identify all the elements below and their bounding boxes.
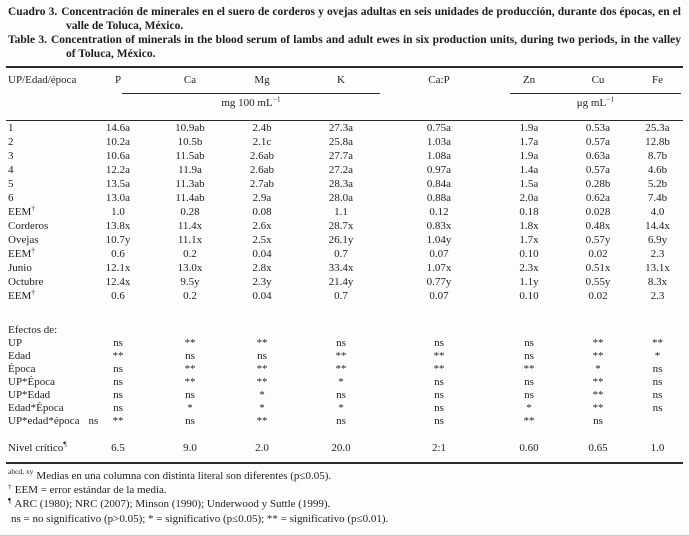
value-cell: 10.7y — [105, 234, 131, 246]
table-row — [6, 135, 683, 149]
value-cell: 1.8x — [519, 220, 539, 232]
table-row — [6, 191, 683, 205]
value-cell: 8.3x — [647, 276, 668, 288]
value-cell: * — [338, 402, 344, 414]
row-label: Edad — [8, 350, 31, 362]
value-cell: 0.04 — [252, 290, 272, 302]
value-cell: ns — [185, 389, 195, 401]
minerals-table — [6, 66, 683, 464]
value-cell: ** — [592, 350, 604, 362]
table-body — [6, 121, 683, 464]
footnote-line: ¶ ARC (1980); NRC (2007); Minson (1990); Underwood y Suttle (1999). — [8, 495, 331, 511]
value-cell: 0.51x — [585, 262, 611, 274]
value-cell: ns — [257, 350, 267, 362]
value-cell: ** — [335, 350, 347, 362]
value-cell: 2.3y — [252, 276, 272, 288]
value-cell: 0.88a — [426, 192, 452, 204]
column-header-ca-p: Ca:P — [384, 67, 494, 121]
value-cell: * — [526, 402, 532, 414]
value-cell: 0.07 — [429, 248, 449, 260]
value-cell: ns — [652, 376, 663, 388]
value-cell: 9.0 — [154, 435, 226, 463]
value-cell: 13.5a — [105, 178, 131, 190]
row-label: Nivel crítico¶ — [6, 435, 82, 463]
value-cell: ** — [256, 376, 268, 388]
value-cell: 1.9a — [519, 122, 539, 134]
table-row — [6, 289, 683, 303]
column-header-ca: Ca — [183, 74, 197, 86]
table-row — [6, 149, 683, 163]
value-cell: 2.7ab — [249, 178, 275, 190]
value-cell: 1.9a — [519, 150, 539, 162]
value-cell: 0.60 — [494, 435, 564, 463]
value-cell: 5.2b — [647, 178, 668, 190]
value-cell: 2.6x — [252, 220, 272, 232]
table-row — [6, 177, 683, 191]
value-cell: ns — [524, 389, 534, 401]
value-cell: 2.4b — [252, 122, 272, 134]
footnote-line: † EEM = error estándar de la media. — [8, 481, 167, 497]
value-cell: 10.9ab — [175, 122, 205, 134]
value-cell: 1.7a — [519, 136, 539, 148]
value-cell: 21.4y — [328, 276, 354, 288]
value-cell: 0.97a — [426, 164, 452, 176]
value-cell: 1.04y — [426, 234, 452, 246]
value-cell: 2.1c — [252, 136, 272, 148]
table-row — [6, 163, 683, 177]
row-label: Edad*Época — [8, 402, 64, 414]
value-cell: ** — [256, 337, 268, 349]
value-cell: 27.7a — [328, 150, 354, 162]
effect-row — [6, 402, 683, 415]
value-cell: 1.7x — [519, 234, 539, 246]
value-cell: * — [259, 402, 265, 414]
value-cell: 20.0 — [298, 435, 384, 463]
value-cell: 28.3a — [328, 178, 354, 190]
value-cell: 0.7 — [334, 290, 348, 302]
value-cell: ns — [185, 415, 195, 427]
value-cell: 27.3a — [328, 122, 354, 134]
value-cell: 0.53a — [585, 122, 611, 134]
value-cell: 0.57a — [585, 136, 611, 148]
effect-row — [6, 415, 683, 428]
value-cell: 0.48x — [585, 220, 611, 232]
value-cell: 10.6a — [105, 150, 131, 162]
spacer-row — [6, 428, 683, 435]
value-cell: 0.2 — [183, 248, 197, 260]
value-cell: 13.0a — [105, 192, 131, 204]
value-cell: 6.5 — [82, 435, 154, 463]
value-cell: ** — [112, 415, 124, 427]
value-cell: 11.3ab — [175, 178, 205, 190]
value-cell: 0.28 — [180, 206, 200, 218]
value-cell: 1.5a — [519, 178, 539, 190]
value-cell: 0.62a — [585, 192, 611, 204]
value-cell: 0.02 — [588, 290, 608, 302]
value-cell: 0.28b — [585, 178, 611, 190]
value-cell: 0.12 — [429, 206, 449, 218]
footnotes — [6, 469, 683, 526]
row-label: 3 — [8, 150, 14, 162]
value-cell: ns — [336, 337, 346, 349]
column-header-fe: Fe — [652, 74, 663, 86]
caption-english-text: Concentration of minerals in the blood serum of lambs and adult ewes in six production units, during two periods, in the valley of Toluca, México. — [50, 34, 681, 60]
value-cell: 1.0 — [632, 435, 683, 463]
value-cell: 25.8a — [328, 136, 354, 148]
value-cell: 2.0a — [519, 192, 539, 204]
spacer-cell — [6, 428, 683, 435]
value-cell: ns — [524, 337, 534, 349]
value-cell: 2.8x — [252, 262, 272, 274]
critical-level-row — [6, 435, 683, 463]
column-header-k: K — [337, 74, 345, 86]
table-caption — [6, 6, 683, 61]
value-cell: 2.9a — [252, 192, 272, 204]
value-cell: ** — [433, 350, 445, 362]
row-label: EEM† — [8, 203, 35, 218]
caption-spanish-label: Cuadro 3. — [8, 6, 58, 18]
effect-row — [6, 350, 683, 363]
value-cell: 12.4x — [105, 276, 131, 288]
value-cell: ** — [652, 337, 663, 349]
value-cell: 0.75a — [426, 122, 452, 134]
value-cell: 0.2 — [183, 290, 197, 302]
value-cell: 14.6a — [105, 122, 131, 134]
effect-row — [6, 389, 683, 402]
value-cell: 0.7 — [334, 248, 348, 260]
value-cell: ns — [113, 389, 123, 401]
effects-title-row — [6, 324, 683, 337]
value-cell: 0.84a — [426, 178, 452, 190]
column-header-cu: Cu — [591, 74, 605, 86]
value-cell: 0.10 — [519, 290, 539, 302]
row-label: Época — [8, 363, 36, 375]
value-cell: * — [654, 350, 661, 362]
row-label: 4 — [8, 164, 14, 176]
effect-row — [6, 363, 683, 376]
value-cell: 0.55y — [585, 276, 611, 288]
value-cell: 7.4b — [647, 192, 668, 204]
row-label: UP*Edad — [8, 389, 51, 401]
value-cell: ns — [524, 376, 534, 388]
table-row — [6, 275, 683, 289]
value-cell: 9.5y — [180, 276, 200, 288]
value-cell: 0.02 — [588, 248, 608, 260]
value-cell: 0.6 — [111, 290, 125, 302]
spacer-row — [6, 303, 683, 324]
value-cell: 10.2a — [105, 136, 131, 148]
value-cell: ** — [592, 376, 604, 388]
value-cell: 33.4x — [328, 262, 354, 274]
value-cell: 12.8b — [645, 136, 670, 148]
value-cell: ns — [652, 389, 663, 401]
value-cell: ns — [113, 402, 123, 414]
value-cell: ** — [523, 415, 535, 427]
value-cell: ns — [593, 415, 603, 427]
row-label: 6 — [8, 192, 14, 204]
value-cell: 11.5ab — [175, 150, 205, 162]
value-cell: 0.57y — [585, 234, 611, 246]
effects-title: Efectos de: — [8, 324, 58, 336]
row-label: Ovejas — [8, 234, 39, 246]
column-header-up-edad-epoca: UP/Edad/época — [6, 67, 82, 121]
value-cell: ns — [336, 415, 346, 427]
value-cell: 2.5x — [252, 234, 272, 246]
value-cell: ** — [184, 363, 196, 375]
effect-row — [6, 337, 683, 350]
value-cell: * — [187, 402, 193, 414]
value-cell: 8.7b — [647, 150, 668, 162]
column-header-zn: Zn — [522, 74, 536, 86]
row-label: EEM† — [8, 287, 35, 302]
value-cell: ns — [652, 363, 663, 375]
value-cell: ** — [112, 350, 124, 362]
value-cell: 0.07 — [429, 290, 449, 302]
caption-english-label: Table 3. — [8, 34, 47, 46]
row-label: UP*Época — [8, 376, 56, 388]
value-cell: 10.5b — [177, 136, 203, 148]
value-cell: ns — [434, 415, 444, 427]
value-cell: ns — [434, 337, 444, 349]
value-cell: 0.77y — [426, 276, 452, 288]
row-label: Corderos — [8, 220, 49, 232]
footnote-line: ns = no significativo (p>0.05); * = significativo (p≤0.05); ** = significativo (p≤0.01). — [11, 512, 389, 525]
effect-row — [6, 376, 683, 389]
column-header-p: P — [114, 74, 122, 86]
value-cell: 28.7x — [328, 220, 354, 232]
row-label: 2 — [8, 136, 14, 148]
spacer-cell — [6, 303, 683, 324]
value-cell — [632, 415, 683, 428]
value-cell: ** — [433, 363, 445, 375]
value-cell: 12.1x — [105, 262, 131, 274]
value-cell: ns — [524, 350, 534, 362]
unit-ug-cell — [494, 93, 683, 121]
unit-mg-per-100ml: mg 100 $mL^{-1}$ — [122, 93, 380, 110]
value-cell: 13.8x — [105, 220, 131, 232]
column-header-mg: Mg — [254, 74, 270, 86]
row-label: 1 — [8, 122, 14, 134]
value-cell: 0.18 — [519, 206, 539, 218]
value-cell: 13.1x — [645, 262, 670, 274]
value-cell: ** — [592, 337, 604, 349]
value-cell: ** — [184, 337, 196, 349]
value-cell: 2.3 — [650, 290, 665, 302]
value-cell: 0.6 — [111, 248, 125, 260]
row-label: Junio — [8, 262, 32, 274]
value-cell: ns — [185, 350, 195, 362]
value-cell: 11.9a — [178, 164, 202, 176]
value-cell: 1.1y — [519, 276, 539, 288]
value-cell: 6.9y — [647, 234, 668, 246]
table-row — [6, 233, 683, 247]
row-label: UP — [8, 337, 23, 349]
value-cell: 13.0x — [177, 262, 203, 274]
value-cell: 1.4a — [519, 164, 539, 176]
value-cell: ** — [592, 402, 604, 414]
value-cell: 28.0a — [328, 192, 354, 204]
table-row — [6, 121, 683, 136]
value-cell: 2:1 — [384, 435, 494, 463]
value-cell: 14.4x — [645, 220, 670, 232]
value-cell: 26.1y — [328, 234, 354, 246]
value-cell: * — [595, 363, 601, 375]
value-cell: ns — [113, 376, 123, 388]
value-cell: 25.3a — [645, 122, 670, 134]
header-row — [6, 67, 683, 93]
row-label: 5 — [8, 178, 14, 190]
value-cell: ns — [434, 376, 444, 388]
value-cell: 1.07x — [426, 262, 452, 274]
value-cell: ns — [434, 402, 444, 414]
value-cell: 1.1 — [334, 206, 348, 218]
value-cell: 4.6b — [647, 164, 668, 176]
row-label: Octubre — [8, 276, 44, 288]
value-cell: 0.83x — [426, 220, 452, 232]
value-cell: 2.0 — [226, 435, 298, 463]
value-cell: 0.028 — [585, 206, 611, 218]
value-cell: ** — [523, 363, 535, 375]
value-cell: 12.2a — [105, 164, 131, 176]
table-row — [6, 219, 683, 233]
caption-spanish — [8, 6, 681, 33]
value-cell: ns — [434, 389, 444, 401]
value-cell: ns — [113, 363, 123, 375]
table-row — [6, 261, 683, 275]
table-header — [6, 67, 683, 121]
table-row — [6, 247, 683, 261]
value-cell: 0.08 — [252, 206, 272, 218]
value-cell: ** — [256, 363, 268, 375]
caption-spanish-text: Concentración de minerales en el suero de corderos y ovejas adultas en seis unidades de producción, durante dos épocas, en el valle de Toluca, México. — [61, 6, 681, 32]
value-cell: 4.0 — [650, 206, 665, 218]
value-cell: ** — [335, 363, 347, 375]
value-cell: 11.4x — [177, 220, 203, 232]
unit-mg-cell — [82, 93, 384, 121]
value-cell: ** — [184, 376, 196, 388]
footnote-line: $^{abcd, xy}$ Medias en una columna con distinta literal son diferentes (p≤0.05). — [8, 467, 332, 482]
row-label: EEM† — [8, 245, 35, 260]
value-cell: ** — [256, 415, 268, 427]
value-cell: 1.08a — [426, 150, 452, 162]
row-label: UP*edad*época ns — [8, 415, 99, 427]
value-cell: 1.03a — [426, 136, 452, 148]
value-cell: * — [338, 376, 344, 388]
value-cell: 0.63a — [585, 150, 611, 162]
caption-english — [8, 34, 681, 61]
unit-ug-per-ml: μg $mL^{-1}$ — [510, 93, 681, 110]
value-cell: 2.6ab — [249, 150, 275, 162]
value-cell: 2.6ab — [249, 164, 275, 176]
value-cell: ns — [113, 337, 123, 349]
value-cell: ** — [592, 389, 604, 401]
table-row — [6, 205, 683, 219]
units-row — [6, 93, 683, 121]
value-cell: ns — [336, 389, 346, 401]
value-cell: * — [259, 389, 265, 401]
value-cell: 0.65 — [564, 435, 632, 463]
value-cell: ns — [652, 402, 663, 414]
value-cell: 2.3 — [650, 248, 665, 260]
value-cell: 2.3x — [519, 262, 539, 274]
value-cell: 11.1x — [177, 234, 203, 246]
value-cell: 1.0 — [111, 206, 125, 218]
value-cell: 0.10 — [519, 248, 539, 260]
value-cell: 0.57a — [585, 164, 611, 176]
value-cell: 11.4ab — [175, 192, 205, 204]
value-cell: 27.2a — [328, 164, 354, 176]
value-cell: 0.04 — [252, 248, 272, 260]
